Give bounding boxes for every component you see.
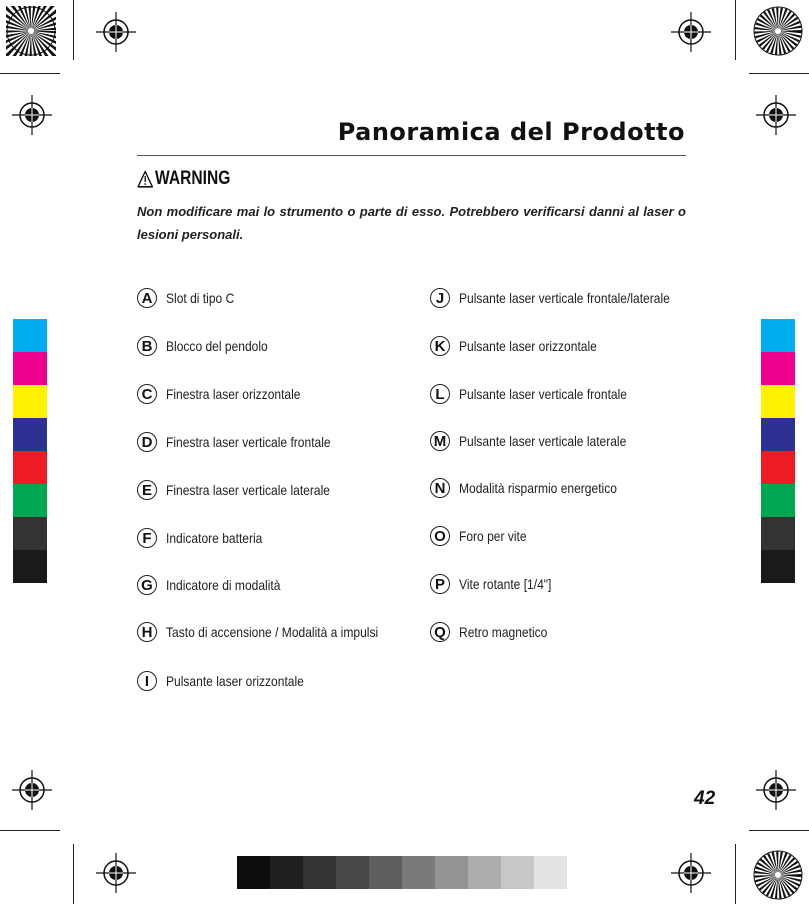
item-label: Finestra laser verticale frontale <box>166 434 331 450</box>
list-item <box>137 286 245 310</box>
item-label: Indicatore di modalità <box>166 577 281 593</box>
gray-swatch <box>402 856 435 889</box>
warning-text: Non modificare mai lo strumento o parte di esso. Potrebbero verificarsi danni al laser o lesioni personali. <box>137 204 686 242</box>
starburst-target-icon <box>6 6 56 56</box>
gray-swatch <box>435 856 468 889</box>
color-swatch <box>13 319 47 352</box>
item-letter-badge: M <box>430 431 450 451</box>
item-letter-badge: G <box>137 575 157 595</box>
gray-swatch <box>336 856 369 889</box>
starburst-target-icon <box>753 6 803 56</box>
item-label: Foro per vite <box>459 528 527 544</box>
gray-swatch <box>303 856 336 889</box>
list-item <box>430 429 654 453</box>
item-letter-badge: I <box>137 671 157 691</box>
gray-swatch <box>270 856 303 889</box>
registration-mark-icon <box>96 12 136 52</box>
item-letter-badge: D <box>137 432 157 452</box>
item-letter-badge: J <box>430 288 450 308</box>
registration-mark-icon <box>671 853 711 893</box>
gray-swatch <box>534 856 567 889</box>
list-item <box>137 669 326 693</box>
list-item <box>137 334 284 358</box>
list-item <box>430 572 566 596</box>
item-letter-badge: C <box>137 384 157 404</box>
warning-heading <box>137 168 230 190</box>
list-item <box>137 526 278 550</box>
gray-swatch <box>237 856 270 889</box>
list-item <box>430 334 619 358</box>
gray-swatch <box>369 856 402 889</box>
list-item <box>430 620 562 644</box>
item-label: Pulsante laser verticale laterale <box>459 433 627 449</box>
list-item <box>430 286 704 310</box>
color-swatch <box>761 517 795 550</box>
item-letter-badge: E <box>137 480 157 500</box>
item-label: Finestra laser verticale laterale <box>166 482 330 498</box>
registration-mark-icon <box>756 95 796 135</box>
gray-swatch <box>468 856 501 889</box>
title-rule <box>137 155 686 156</box>
item-label: Indicatore batteria <box>166 530 263 546</box>
list-item <box>137 430 357 454</box>
page-number: 42 <box>694 788 716 809</box>
item-letter-badge: A <box>137 288 157 308</box>
item-letter-badge: Q <box>430 622 450 642</box>
list-item <box>137 620 413 644</box>
registration-mark-icon <box>12 770 52 810</box>
list-item <box>430 524 538 548</box>
list-item <box>430 476 643 500</box>
item-label: Pulsante laser orizzontale <box>459 338 597 354</box>
color-swatch <box>13 517 47 550</box>
item-label: Retro magnetico <box>459 624 548 640</box>
list-item <box>137 573 299 597</box>
color-bar-right <box>761 319 795 583</box>
item-label: Pulsante laser verticale frontale <box>459 386 627 402</box>
item-letter-badge: L <box>430 384 450 404</box>
list-item <box>137 478 357 502</box>
item-label: Pulsante laser orizzontale <box>166 673 304 689</box>
item-label: Finestra laser orizzontale <box>166 386 301 402</box>
registration-mark-icon <box>671 12 711 52</box>
color-swatch <box>761 352 795 385</box>
color-swatch <box>761 319 795 352</box>
color-swatch <box>13 385 47 418</box>
starburst-target-icon <box>753 850 803 900</box>
page-title: Panoramica del Prodotto <box>337 118 685 146</box>
color-swatch <box>761 451 795 484</box>
registration-mark-icon <box>756 770 796 810</box>
color-swatch <box>761 418 795 451</box>
color-swatch <box>761 550 795 583</box>
color-bar-left <box>13 319 47 583</box>
color-swatch <box>13 451 47 484</box>
item-letter-badge: K <box>430 336 450 356</box>
item-letter-badge: N <box>430 478 450 498</box>
item-label: Vite rotante [1/4"] <box>459 576 552 592</box>
gray-swatch <box>501 856 534 889</box>
registration-mark-icon <box>96 853 136 893</box>
item-label: Blocco del pendolo <box>166 338 268 354</box>
color-swatch <box>13 550 47 583</box>
item-letter-badge: F <box>137 528 157 548</box>
item-label: Modalità risparmio energetico <box>459 480 617 496</box>
item-letter-badge: B <box>137 336 157 356</box>
gray-ramp <box>237 856 567 889</box>
item-label: Pulsante laser verticale frontale/laterale <box>459 290 670 306</box>
item-letter-badge: P <box>430 574 450 594</box>
color-swatch <box>13 418 47 451</box>
warning-triangle-icon <box>137 170 153 188</box>
list-item <box>430 382 654 406</box>
item-letter-badge: O <box>430 526 450 546</box>
warning-label: WARNING <box>155 168 231 189</box>
color-swatch <box>13 484 47 517</box>
color-swatch <box>761 484 795 517</box>
item-label: Tasto di accensione / Modalità a impulsi <box>166 624 379 640</box>
registration-mark-icon <box>12 95 52 135</box>
item-letter-badge: H <box>137 622 157 642</box>
list-item <box>137 382 322 406</box>
color-swatch <box>761 385 795 418</box>
item-label: Slot di tipo C <box>166 290 235 306</box>
color-swatch <box>13 352 47 385</box>
